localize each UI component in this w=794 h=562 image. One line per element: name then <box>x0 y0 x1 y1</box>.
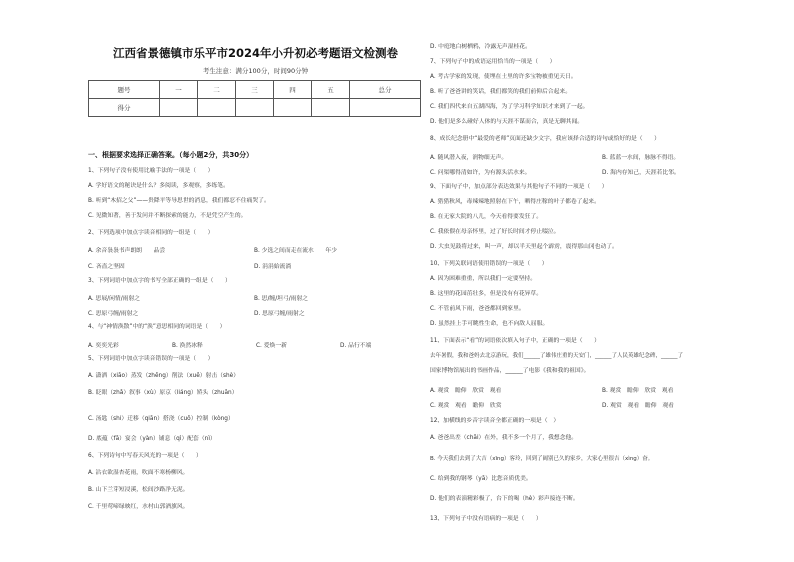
question-line: B. 眨眼（zhǎ）叙事（xù）原京（liáng）矫头（zhuān） <box>88 390 238 396</box>
option: D. 品行不端 <box>340 343 372 349</box>
question-line: 11、下面表示“看”的词语依次填入句子中，正确的一项是（ ） <box>430 338 600 344</box>
option: A. 思展/闲情/雨射之 <box>88 296 141 302</box>
table-cell: 五 <box>311 81 349 99</box>
option: B. 观赏 瞻仰 欣赏 观看 <box>602 388 674 394</box>
question-line: 去年暑假，我和爸妈去北京游玩，我们______了雄伟庄重的天安门，______了人民英雄纪念碑，______了 <box>430 353 684 359</box>
option: B. 蓝蓝一水间，脉脉不得语。 <box>602 155 680 161</box>
question-line: C. 汤匙（shi）迁移（qiān）搭浇（cuō）控制（kòng） <box>88 416 234 422</box>
option: B. 涣然冰释 <box>172 343 203 349</box>
question-line: B. 听了爸爸讲的笑话，我们都笑的我们前仰后合起来。 <box>430 89 571 95</box>
question-line: B. 听到“木招之父”——贵降平等导思世的消息，我们都忍不住痛哭了。 <box>88 198 270 204</box>
option: B. 少选之间而走在流水 年少 <box>254 248 338 254</box>
option: C. 问渠哪得清如许，为有源头活水来。 <box>430 170 531 176</box>
option: D. 海内存知己，天涯若比邻。 <box>602 170 680 176</box>
option: A. 奕奕光彩 <box>88 343 119 349</box>
option: D. 思原弓缠/雨射之 <box>254 311 305 317</box>
score-cell[interactable] <box>197 99 235 117</box>
option: D. 观赏 观看 瞻仰 观看 <box>602 403 674 409</box>
question-line: D. 中庭地白树栖鸦，冷露无声湿桂花。 <box>430 44 531 50</box>
score-table-header-row <box>89 81 421 99</box>
option: C. 吝啬之坚固 <box>88 264 125 270</box>
table-cell: 得分 <box>89 99 160 117</box>
question-line: B. 今天我们去到了大吉（xīng）客玲，回到了阔别已久的家乡，大家心里很吉（xìng）奋。 <box>430 456 654 462</box>
question-line: 5、下列词语中加点字读音错误的一项是（ ） <box>88 356 214 362</box>
score-cell[interactable] <box>311 99 349 117</box>
table-cell: 总分 <box>349 81 420 99</box>
question-line: 7、下列句子中的成语运用恰当的一项是（ ） <box>430 59 556 65</box>
option: D. 涓涓始流淌 <box>254 264 292 270</box>
score-cell[interactable] <box>349 99 420 117</box>
table-cell: 二 <box>197 81 235 99</box>
question-line: D. 底蕴（fā）宴会（yàn）铺息（qì）配套（nì） <box>88 436 216 442</box>
question-line: C. 见微知著，善于发问并不断探索的能力，不是凭空产生的。 <box>88 213 247 219</box>
question-line: 1、下列句子没有使用比喻手法的一项是（ ） <box>88 168 214 174</box>
question-line: D. 他们的表演精彩极了，台下的喝（hè）彩声接连不断。 <box>430 496 579 502</box>
question-line: 8、成长纪念册中“最爱的老师”页面还缺少文字，我应该择合适的诗句或恰好的是（ ） <box>430 136 660 142</box>
question-line: A. 因为困难重重，所以我们一定要坚持。 <box>430 276 537 282</box>
section-heading: 一、根据要求选择正确答案。（每小题2分，共30分） <box>88 151 254 159</box>
question-line: 12、加横线的乡音字读音全都正确的一项是（ ） <box>430 418 560 424</box>
question-line: C. 给到我的钢琴（yā）比您音质优美。 <box>430 476 532 482</box>
question-line: C. 千里莺啼绿映红，水村山郭酒旗风。 <box>88 504 189 510</box>
question-line: C. 我们四代来自五湖四海，为了学习科学知识才来到了一起。 <box>430 104 589 110</box>
table-cell: 一 <box>159 81 197 99</box>
question-line: B. 山下兰芽短浸溪，松间沙路净无泥。 <box>88 487 189 493</box>
question-line: 3、下列词语中加点字的书写全部正确的一组是（ ） <box>88 278 231 284</box>
page-title: 江西省景德镇市乐平市2024年小升初必考题语文检测卷 <box>112 46 398 60</box>
question-line: B. 这里的花园茁壮多，但是没有有花异草。 <box>430 291 543 297</box>
question-line: C. 我依偎在母亲怀里，过了好长时间才停止啜泣。 <box>430 229 560 235</box>
question-line: A. 潇洒（xiāo）蒸发（zhēng）削法（xuē）射击（shè） <box>88 373 240 379</box>
question-line: D. 大虫见鼓将过来，叫一声，却以半天里起个霹雳，震得那山冈也动了。 <box>430 244 618 250</box>
score-cell[interactable] <box>273 99 311 117</box>
exam-notice: 考生注意：满分100分，时间90分钟 <box>202 67 309 75</box>
option: A. 余音袅袅书声朗朗 品尝 <box>88 248 166 254</box>
question-line: A. 猎猎秋风，毒辣辣地照射在下午，晒得庄稼的叶子都卷了起来。 <box>430 199 600 205</box>
extra-question-line: 3、下列对仗句一组是（ ） <box>88 524 168 530</box>
question-line: 2、下列选项中加点字读音相同的一组是（ ） <box>88 230 214 236</box>
question-line: C. 不管前风下雨，爸爸都回到家里。 <box>430 306 525 312</box>
question-line: 9、下面句子中，加点部分表达效果与其他句子不同的一项是（ ） <box>430 184 608 190</box>
question-line: 13、下列句子中没有语病的一项是（ ） <box>430 516 542 522</box>
score-table-score-row <box>89 99 421 117</box>
score-table <box>88 80 421 117</box>
table-cell: 三 <box>235 81 273 99</box>
option: C. 观赏 观看 瞻仰 欣赏 <box>430 403 502 409</box>
option: A. 随风潜入夜，润物细无声。 <box>430 155 508 161</box>
option: C. 思原弓缠/雨射之 <box>88 311 139 317</box>
question-line: 国家博物馆展出的书画作品，______了电影《我和我的祖国》。 <box>430 368 590 374</box>
table-cell: 题号 <box>89 81 160 99</box>
question-line: A. 学好语文的秘诀是什么？多阅读，多观察，多练笔。 <box>88 183 229 189</box>
option: C. 爱焕一新 <box>256 343 287 349</box>
question-line: D. 他们是多么碰好人体的与天涯不谋而合，真是无聊其闻。 <box>430 119 584 125</box>
question-line: A. 爸爸出差（chāi）在外，我不多一个月了，我想念他。 <box>430 435 578 441</box>
option: A. 观赏 瞻仰 欣赏 观看 <box>430 388 502 394</box>
question-line: D. 虽然挂上手可眺性生命，也不向敌人屈服。 <box>430 321 549 327</box>
question-line: 10、下列关联词语使用错误的一项是（ ） <box>430 261 548 267</box>
question-line: A. 沾衣欲湿杏花雨，吹面不寒杨柳风。 <box>88 470 189 476</box>
option: B. 思/缠/坦弓/雨射之 <box>254 296 309 302</box>
question-line: A. 考古学家的发现，使埋在土里的许多宝物被重见天日。 <box>430 74 577 80</box>
score-cell[interactable] <box>159 99 197 117</box>
question-line: B. 在无家大院的八儿，今天看得要发狂了。 <box>430 214 543 220</box>
question-line: 4、与“神情涣散”中的“涣”意思相同的词语是（ ） <box>88 324 226 330</box>
table-cell: 四 <box>273 81 311 99</box>
question-line: 6、下列诗句中写春天风光的一项是（ ） <box>88 453 202 459</box>
score-cell[interactable] <box>235 99 273 117</box>
